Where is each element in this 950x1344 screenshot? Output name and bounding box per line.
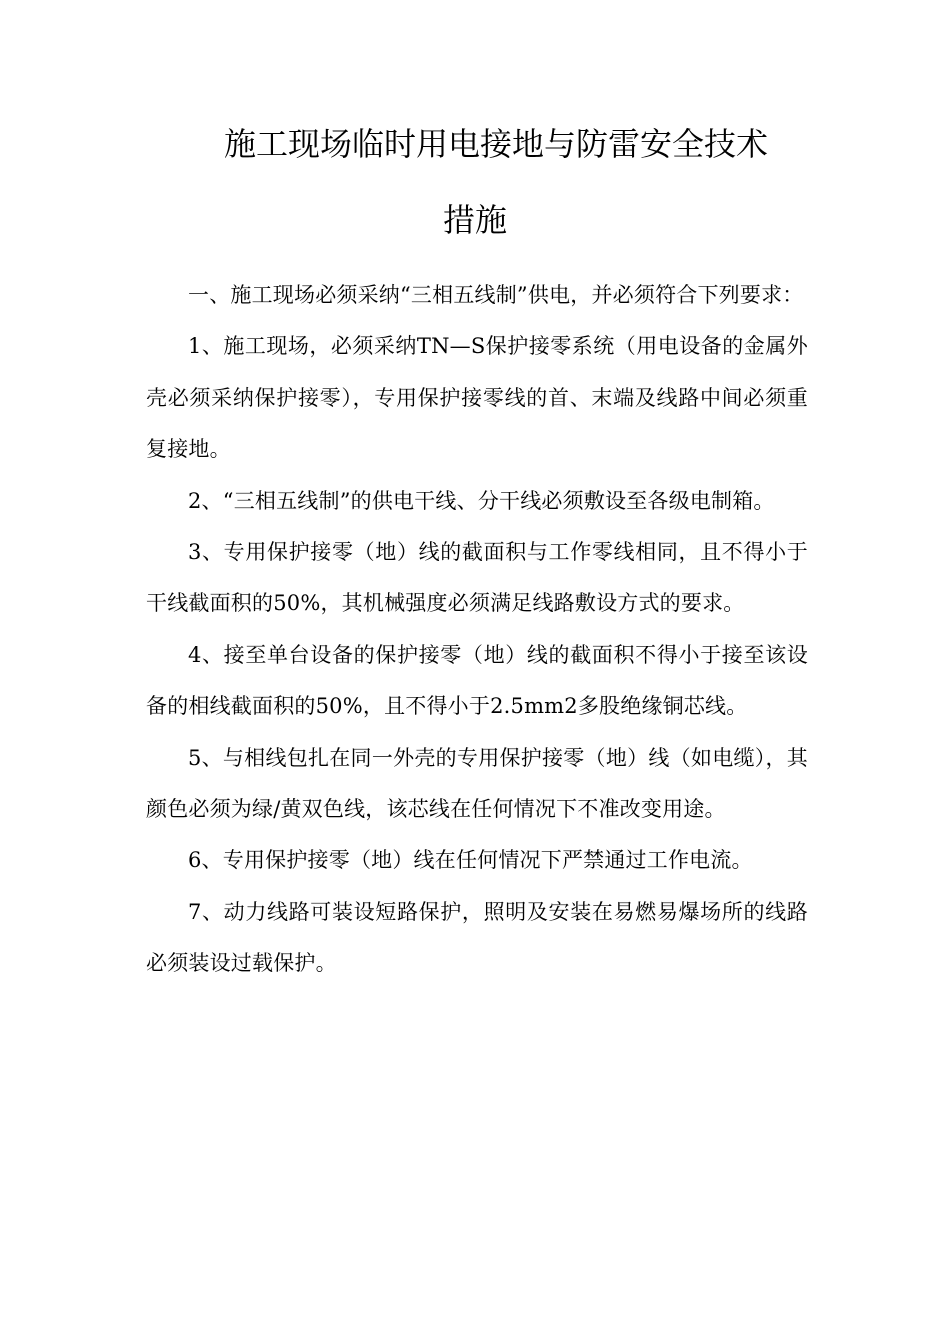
paragraph-item-3: 3、专用保护接零（地）线的截面积与工作零线相同，且不得小于干线截面积的50%，其机械强度必须满足线路敷设方式的要求。 <box>146 540 808 616</box>
paragraph-item-4: 4、接至单台设备的保护接零（地）线的截面积不得小于接至该设备的相线截面积的50%，且不得小于2.5mm2多股绝缘铜芯线。 <box>146 642 808 719</box>
document-body <box>146 270 808 990</box>
paragraph-section-1: 一、施工现场必须采纳“三相五线制”供电，并必须符合下列要求： <box>188 283 804 307</box>
paragraph-item-1: 1、施工现场，必须采纳TN—S保护接零系统（用电设备的金属外壳必须采纳保护接零），专用保护接零线的首、末端及线路中间必须重复接地。 <box>146 334 808 462</box>
paragraph-item-6: 6、专用保护接零（地）线在任何情况下严禁通过工作电流。 <box>188 848 753 873</box>
paragraph-item-2: 2、“三相五线制”的供电干线、分干线必须敷设至各级电制箱。 <box>188 488 775 513</box>
document-title-line-1: 施工现场临时用电接地与防雷安全技术 <box>224 125 769 163</box>
paragraph-item-7: 7、动力线路可装设短路保护，照明及安装在易燃易爆场所的线路必须装设过载保护。 <box>146 899 808 976</box>
paragraph-item-5: 5、与相线包扎在同一外壳的专用保护接零（地）线（如电缆），其颜色必须为绿/黄双色线，该芯线在任何情况下不准改变用途。 <box>146 745 808 822</box>
document-title-line-2: 措施 <box>442 201 507 239</box>
